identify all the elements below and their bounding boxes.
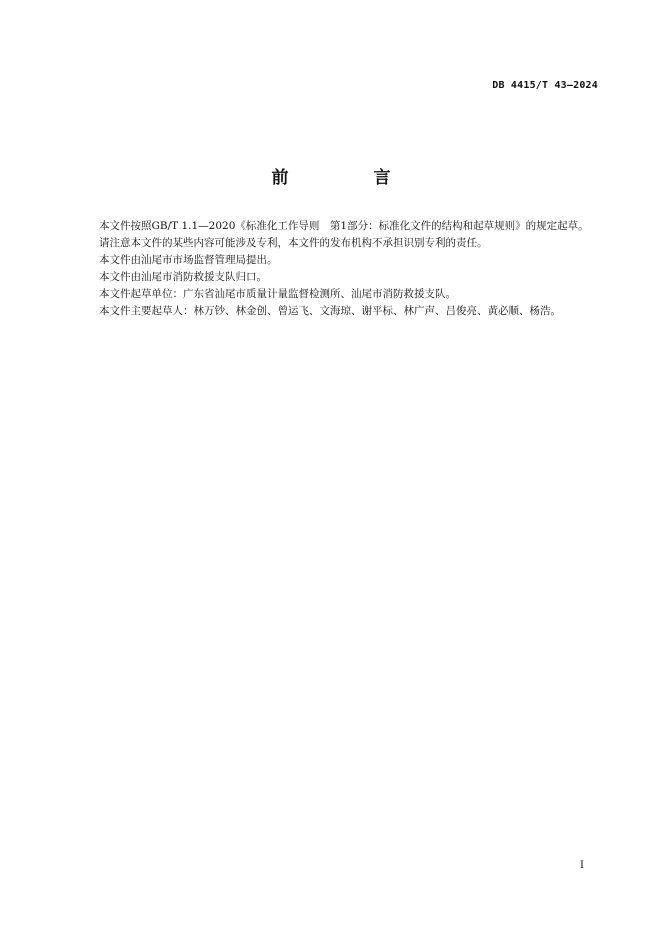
paragraph-main-drafters: 本文件主要起草人：林万钞、林金创、曾运飞、文海琼、谢平标、林广声、吕俊亮、黄必顺、杨浩。 bbox=[99, 305, 561, 317]
paragraph-under-jurisdiction: 本文件由汕尾市消防救援支队归口。 bbox=[99, 271, 267, 283]
page-number: I bbox=[580, 860, 584, 871]
paragraph-drafting-rules: 本文件按照GB/T 1.1—2020《标准化工作导则 第1部分：标准化文件的结构和起草规则》的规定起草。 bbox=[99, 220, 589, 232]
document-code: DB 4415/T 43—2024 bbox=[492, 80, 598, 91]
section-title: 前 言 bbox=[271, 168, 425, 188]
foreword-body bbox=[78, 218, 598, 320]
paragraph-drafting-units: 本文件起草单位：广东省汕尾市质量计量监督检测所、汕尾市消防救援支队。 bbox=[99, 288, 456, 300]
paragraph-patent-notice: 请注意本文件的某些内容可能涉及专利，本文件的发布机构不承担识别专利的责任。 bbox=[99, 237, 488, 249]
paragraph-proposed-by: 本文件由汕尾市市场监督管理局提出。 bbox=[99, 254, 278, 266]
